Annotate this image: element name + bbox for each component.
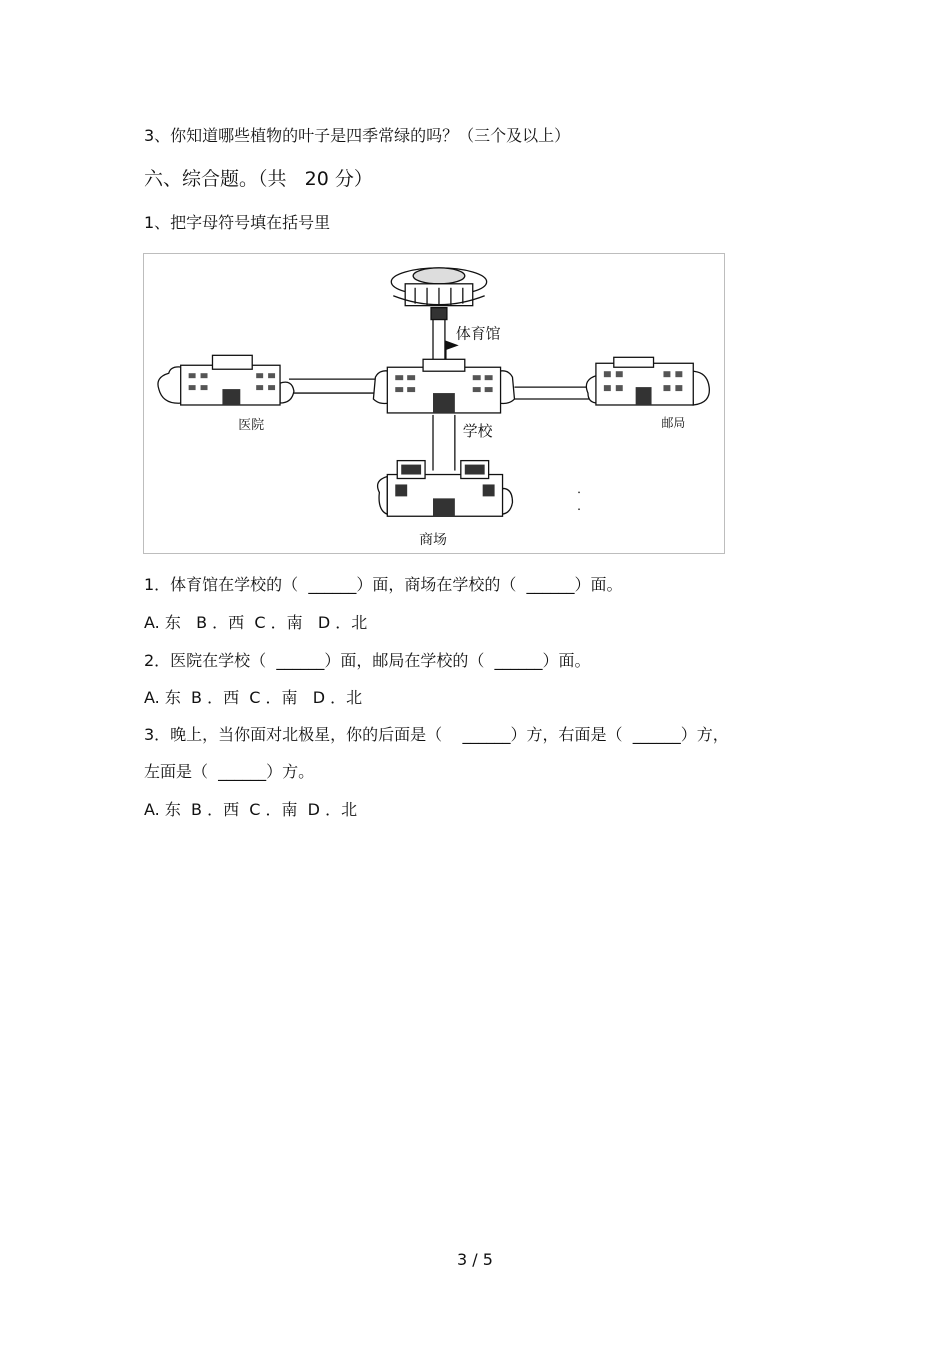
gym-building-icon bbox=[391, 268, 486, 320]
section-6-title: 六、综合题。（共 20 分） bbox=[144, 168, 373, 190]
hospital-label: 医院 bbox=[238, 417, 265, 433]
school-label: 学校 bbox=[462, 421, 493, 440]
options-3: A. 东 B ．西 C ．南 D ．北 bbox=[144, 800, 358, 819]
direction-map-figure bbox=[143, 253, 725, 554]
gym-label: 体育馆 bbox=[455, 324, 501, 343]
mall-label: 商场 bbox=[419, 532, 447, 549]
mall-building-icon bbox=[378, 461, 513, 517]
sub-question-1: 1．体育馆在学校的（ ______）面，商场在学校的（ ______）面。 bbox=[144, 575, 623, 594]
map-illustration bbox=[144, 254, 724, 553]
options-2: A. 东 B ．西 C ．南 D ．北 bbox=[144, 688, 363, 707]
page-number: 3 / 5 bbox=[457, 1250, 493, 1269]
sub-question-2: 2．医院在学校（ ______）面，邮局在学校的（ ______）面。 bbox=[144, 651, 591, 670]
question-5-3: 3、你知道哪些植物的叶子是四季常绿的吗？（三个及以上） bbox=[144, 126, 571, 145]
sub-question-3-line-2: 左面是（ ______）方。 bbox=[144, 762, 315, 781]
question-6-1-intro: 1、把字母符号填在括号里 bbox=[144, 213, 331, 232]
post-office-building-icon bbox=[586, 357, 709, 405]
hospital-building-icon bbox=[158, 355, 294, 405]
options-1: A. 东 B ．西 C ．南 D ．北 bbox=[144, 613, 368, 632]
school-building-icon bbox=[373, 341, 514, 413]
post-office-label: 邮局 bbox=[661, 415, 686, 430]
sub-question-3-line-1: 3．晚上，当你面对北极星，你的后面是（ ______）方，右面是（ ______）方， bbox=[144, 725, 729, 744]
